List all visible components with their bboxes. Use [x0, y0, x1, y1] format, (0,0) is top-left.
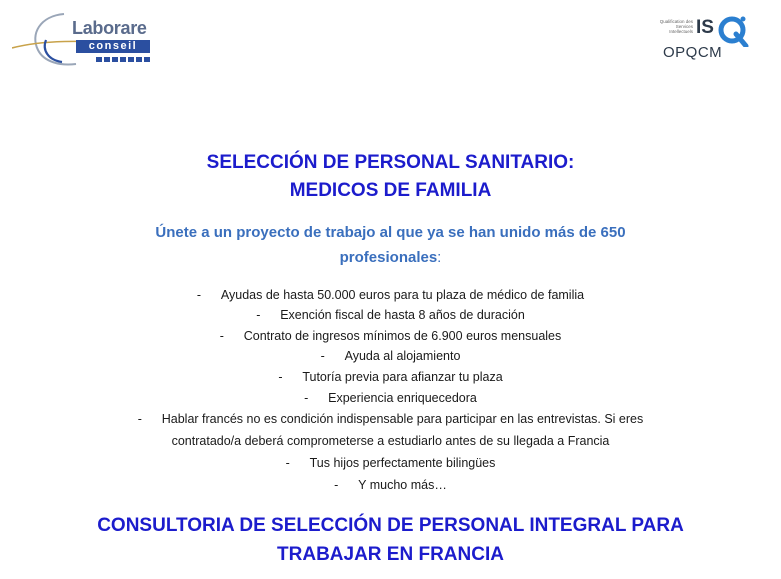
list-item: [0, 367, 781, 388]
list-item-text: Tutoría previa para afianzar tu plaza: [302, 370, 503, 384]
list-item: [0, 346, 781, 367]
list-item: [0, 409, 781, 430]
opqcm-isq-logo: [659, 15, 755, 63]
intro-line-1: Únete a un proyecto de trabajo al que ya se han unido más de 650: [155, 224, 626, 241]
list-item: [0, 453, 781, 474]
list-item-text: Ayudas de hasta 50.000 euros para tu plaza de médico de familia: [220, 288, 585, 302]
list-item-text: Exención fiscal de hasta 8 años de duración: [280, 308, 525, 322]
list-item-text: Hablar francés no es condición indispensable para participar en las entrevistas. Si eres: [161, 412, 644, 426]
logo-is-text: IS: [696, 17, 714, 38]
list-item-text: Experiencia enriquecedora: [328, 391, 477, 405]
list-item: [0, 431, 781, 452]
logo-qualification-text: Qualification des Services Intellectuels: [659, 19, 693, 34]
heading-line-2: MEDICOS DE FAMILIA: [289, 180, 492, 201]
intro-line-2-text: profesionales: [339, 249, 438, 266]
list-item: [0, 326, 781, 347]
intro-line-2: [0, 246, 781, 270]
intro-line-2-colon: :: [437, 249, 442, 266]
bullet-dash: -: [196, 288, 202, 302]
footer-heading-line-2: TRABAJAR EN FRANCIA: [277, 544, 504, 565]
bullet-dash: -: [304, 391, 309, 405]
logo-dots: [96, 57, 151, 62]
bullet-dash: -: [256, 308, 261, 322]
list-item: [0, 388, 781, 409]
list-item-text: Contrato de ingresos mínimos de 6.900 euros mensuales: [243, 329, 562, 343]
bullet-dash: -: [334, 478, 339, 492]
bullet-dash: -: [320, 349, 325, 363]
heading-line-1: SELECCIÓN DE PERSONAL SANITARIO:: [206, 152, 575, 173]
bullet-dash: -: [137, 412, 142, 426]
bullet-dash: -: [219, 329, 224, 343]
bullet-dash: -: [285, 456, 290, 470]
logo-sub-text: conseil: [76, 40, 150, 53]
footer-heading-line-1: CONSULTORIA DE SELECCIÓN DE PERSONAL INTEGRAL PARA: [97, 515, 684, 536]
list-item-text: Ayuda al alojamiento: [344, 349, 461, 363]
bullet-dash: -: [278, 370, 283, 384]
list-item-text: Tus hijos perfectamente bilingües: [309, 456, 496, 470]
list-item: [0, 305, 781, 326]
list-item-text: Y mucho más…: [358, 478, 447, 492]
list-item: [0, 285, 781, 306]
isq-q-icon: [717, 15, 749, 47]
laborare-conseil-logo: [12, 10, 147, 72]
logo-brand-text: Laborare: [72, 18, 147, 38]
list-item-text: contratado/a deberá comprometerse a estudiarlo antes de su llegada a Francia: [171, 434, 610, 448]
list-item: [0, 475, 781, 496]
logo-opqcm-text: OPQCM: [663, 44, 723, 61]
